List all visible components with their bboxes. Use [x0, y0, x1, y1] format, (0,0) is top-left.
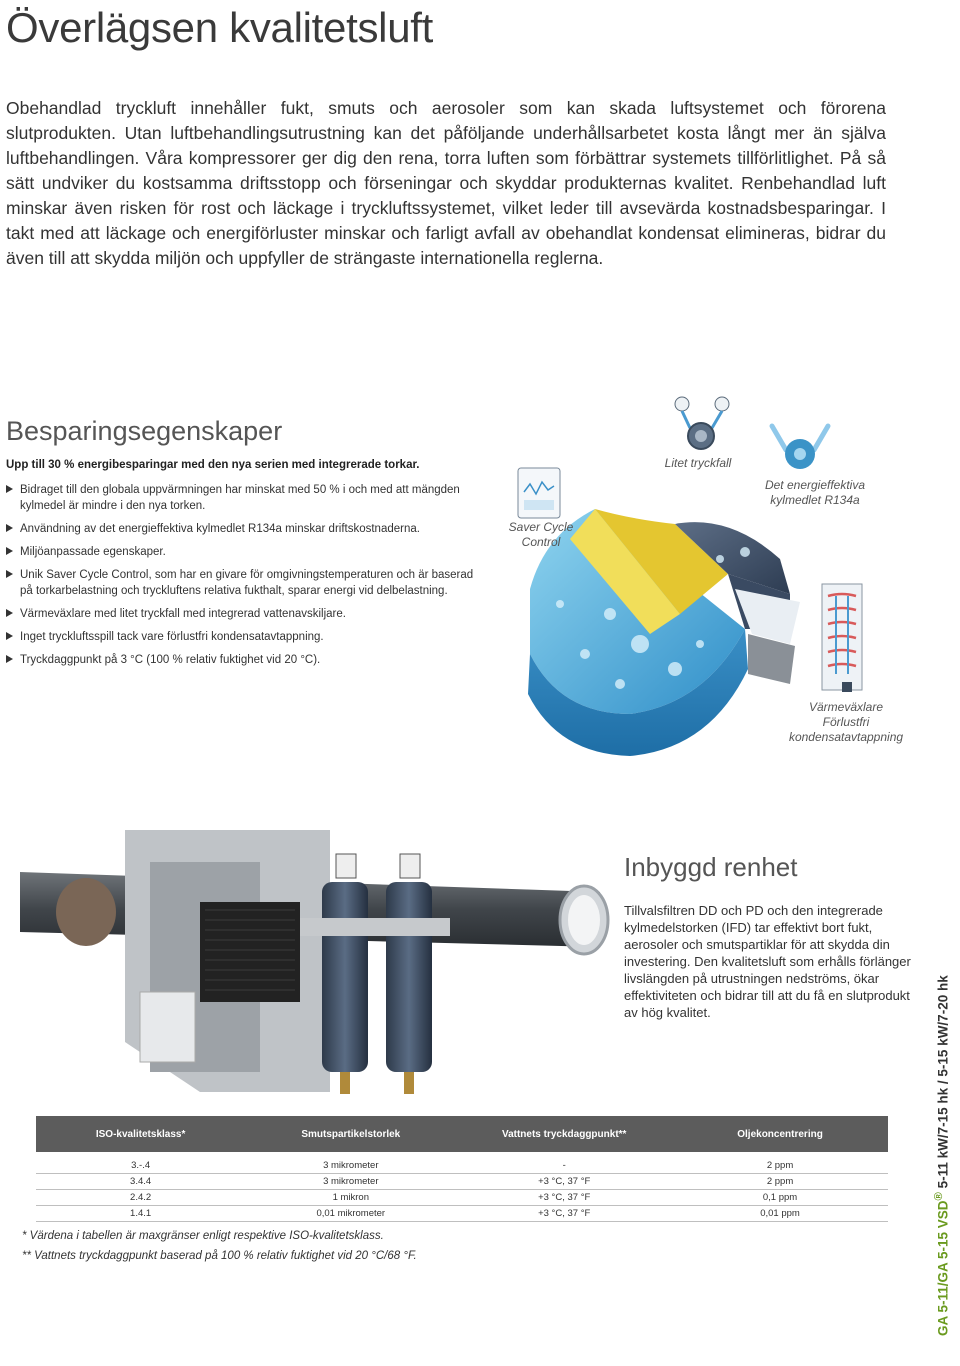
savings-bullet-list	[6, 482, 476, 675]
callout-r134a	[752, 478, 878, 508]
list-item	[6, 567, 476, 599]
table-cell: 0,1 ppm	[672, 1190, 888, 1206]
table-cell: 3 mikrometer	[245, 1158, 456, 1174]
heat-exchanger-icon	[822, 584, 862, 692]
callout-vvx	[780, 700, 912, 745]
refrigerant-icon	[772, 426, 828, 469]
savings-lead: Upp till 30 % energibesparingar med den nya serien med integrerade torkar.	[6, 459, 420, 471]
registered-mark: ®	[933, 1192, 945, 1201]
table-cell: +3 °C, 37 °F	[456, 1190, 672, 1206]
col-header-oil: Oljekoncentrering	[672, 1116, 888, 1152]
saver-cycle-panel-icon	[518, 468, 560, 518]
vertical-model-label	[933, 336, 951, 1336]
callout-vvx-line1: Värmeväxlare	[808, 700, 884, 714]
col-header-dewpoint: Vattnets tryckdaggpunkt**	[456, 1116, 672, 1152]
table-cell: 1.4.1	[36, 1206, 245, 1222]
iso-quality-table	[36, 1116, 888, 1222]
table-cell: 2 ppm	[672, 1158, 888, 1174]
table-row	[36, 1158, 888, 1174]
col-header-particle: Smutspartikelstorlek	[245, 1116, 456, 1152]
savings-section-title: Besparingsegenskaper	[6, 416, 283, 446]
bullet-arrow-icon	[6, 655, 13, 663]
bullet-text: Miljöanpassade egenskaper.	[20, 546, 166, 558]
list-item	[6, 606, 476, 622]
callout-saver-cycle	[500, 520, 582, 550]
table-cell: 3.-.4	[36, 1158, 245, 1174]
table-cell: 0,01 mikrometer	[245, 1206, 456, 1222]
renhet-title: Inbyggd renhet	[624, 852, 798, 882]
callout-vvx-line3: kondensatavtappning	[788, 730, 904, 744]
filters-photo-collage	[0, 822, 610, 1112]
bullet-text: Bidraget till den globala uppvärmningen har minskat med 50 % i och med att mängden kylmedel är mindre i den nya torken.	[20, 484, 460, 512]
table-cell: -	[456, 1158, 672, 1174]
list-item	[6, 629, 476, 645]
table-row	[36, 1174, 888, 1190]
bullet-arrow-icon	[6, 632, 13, 640]
table-cell: 2 ppm	[672, 1174, 888, 1190]
bullet-text: Unik Saver Cycle Control, som har en givare för omgivningstemperaturen och är baserad på torkarbelastning och tryckluftens relativa fukthalt, sparar energi vid delbelastning.	[20, 569, 474, 597]
callout-r134a-line1: Det energieffektiva	[764, 478, 866, 492]
bullet-text: Tryckdaggpunkt på 3 °C (100 % relativ fuktighet vid 20 °C).	[20, 654, 321, 666]
table-cell: +3 °C, 37 °F	[456, 1174, 672, 1190]
bullet-text: Inget tryckluftsspill tack vare förlustfri kondensatavtappning.	[20, 631, 324, 643]
table-cell: 2.4.2	[36, 1190, 245, 1206]
list-item	[6, 521, 476, 537]
callout-vvx-line2: Förlustfri	[822, 715, 870, 729]
footnote-1: * Värdena i tabellen är maxgränser enligt respektive ISO-kvalitetsklass.	[22, 1230, 384, 1242]
intro-paragraph: Obehandlad tryckluft innehåller fukt, smuts och aerosoler som kan skada luftsystemet och förorena slutprodukten. Utan luftbehandlingsutrustning kan det påföljande underhållsarbetet kosta långt mer än själva luftbehandlingen. Våra kompressorer ger dig den rena, torra luften som förbättrar systemets tillförlitlighet. På så sätt undviker du kostsamma driftsstopp och förseningar och skyddar produkternas kvalitet. Renbehandlad luft minskar även risken för rost och läckage i tryckluftssystemet, vilket leder till avsevärda kostnadsbesparingar. I takt med att läckage och energiförluster minskar och farligt avfall av obehandlat kondensat elimineras, bidrar du även till att skydda miljön och uppfyller de strängaste internationella reglerna.	[6, 98, 886, 268]
table-header-row	[36, 1116, 888, 1152]
table-cell: 0,01 ppm	[672, 1206, 888, 1222]
list-item	[6, 544, 476, 560]
table-cell: 3.4.4	[36, 1174, 245, 1190]
model-name: GA 5-11/GA 5-15 VSD	[935, 1200, 951, 1336]
bullet-text: Användning av det energieffektiva kylmedlet R134a minskar driftskostnaderna.	[20, 523, 420, 535]
callout-tryckfall: Litet tryckfall	[664, 456, 732, 470]
bullet-arrow-icon	[6, 570, 13, 578]
list-item	[6, 482, 476, 514]
page-title: Överlägsen kvalitetsluft	[6, 4, 433, 51]
table-row	[36, 1206, 888, 1222]
table-row	[36, 1190, 888, 1206]
bullet-arrow-icon	[6, 524, 13, 532]
table-cell: 3 mikrometer	[245, 1174, 456, 1190]
table-cell: 1 mikron	[245, 1190, 456, 1206]
bullet-text: Värmeväxlare med litet tryckfall med integrerad vattenavskiljare.	[20, 608, 346, 620]
dryer-interior-photo	[125, 830, 330, 1092]
bullet-arrow-icon	[6, 547, 13, 555]
bullet-arrow-icon	[6, 609, 13, 617]
power-range: 5-11 kW/7-15 hk / 5-15 kW/7-20 hk	[935, 975, 951, 1193]
callout-saver-line2: Control	[521, 535, 561, 549]
callout-r134a-line2: kylmedlet R134a	[770, 493, 860, 507]
table-cell: +3 °C, 37 °F	[456, 1206, 672, 1222]
callout-saver-line1: Saver Cycle	[508, 520, 574, 534]
renhet-paragraph: Tillvalsfiltren DD och PD och den integrerade kylmedelstorken (IFD) tar effektivt bort fukt, aerosoler och smutspartiklar för att skydda din investering. Den kvalitetsluft som erhålls förlänger livslängden på utrustningen nedströms, ökar effektiviteten och bidrar till att du få en slutprodukt av hög kvalitet.	[624, 903, 911, 1020]
list-item	[6, 652, 476, 668]
col-header-iso: ISO-kvalitetsklass*	[36, 1116, 245, 1152]
bullet-arrow-icon	[6, 485, 13, 493]
pressure-gauge-icon	[675, 397, 729, 449]
footnote-2: ** Vattnets tryckdaggpunkt baserad på 100 % relativ fuktighet vid 20 °C/68 °F.	[22, 1250, 417, 1262]
